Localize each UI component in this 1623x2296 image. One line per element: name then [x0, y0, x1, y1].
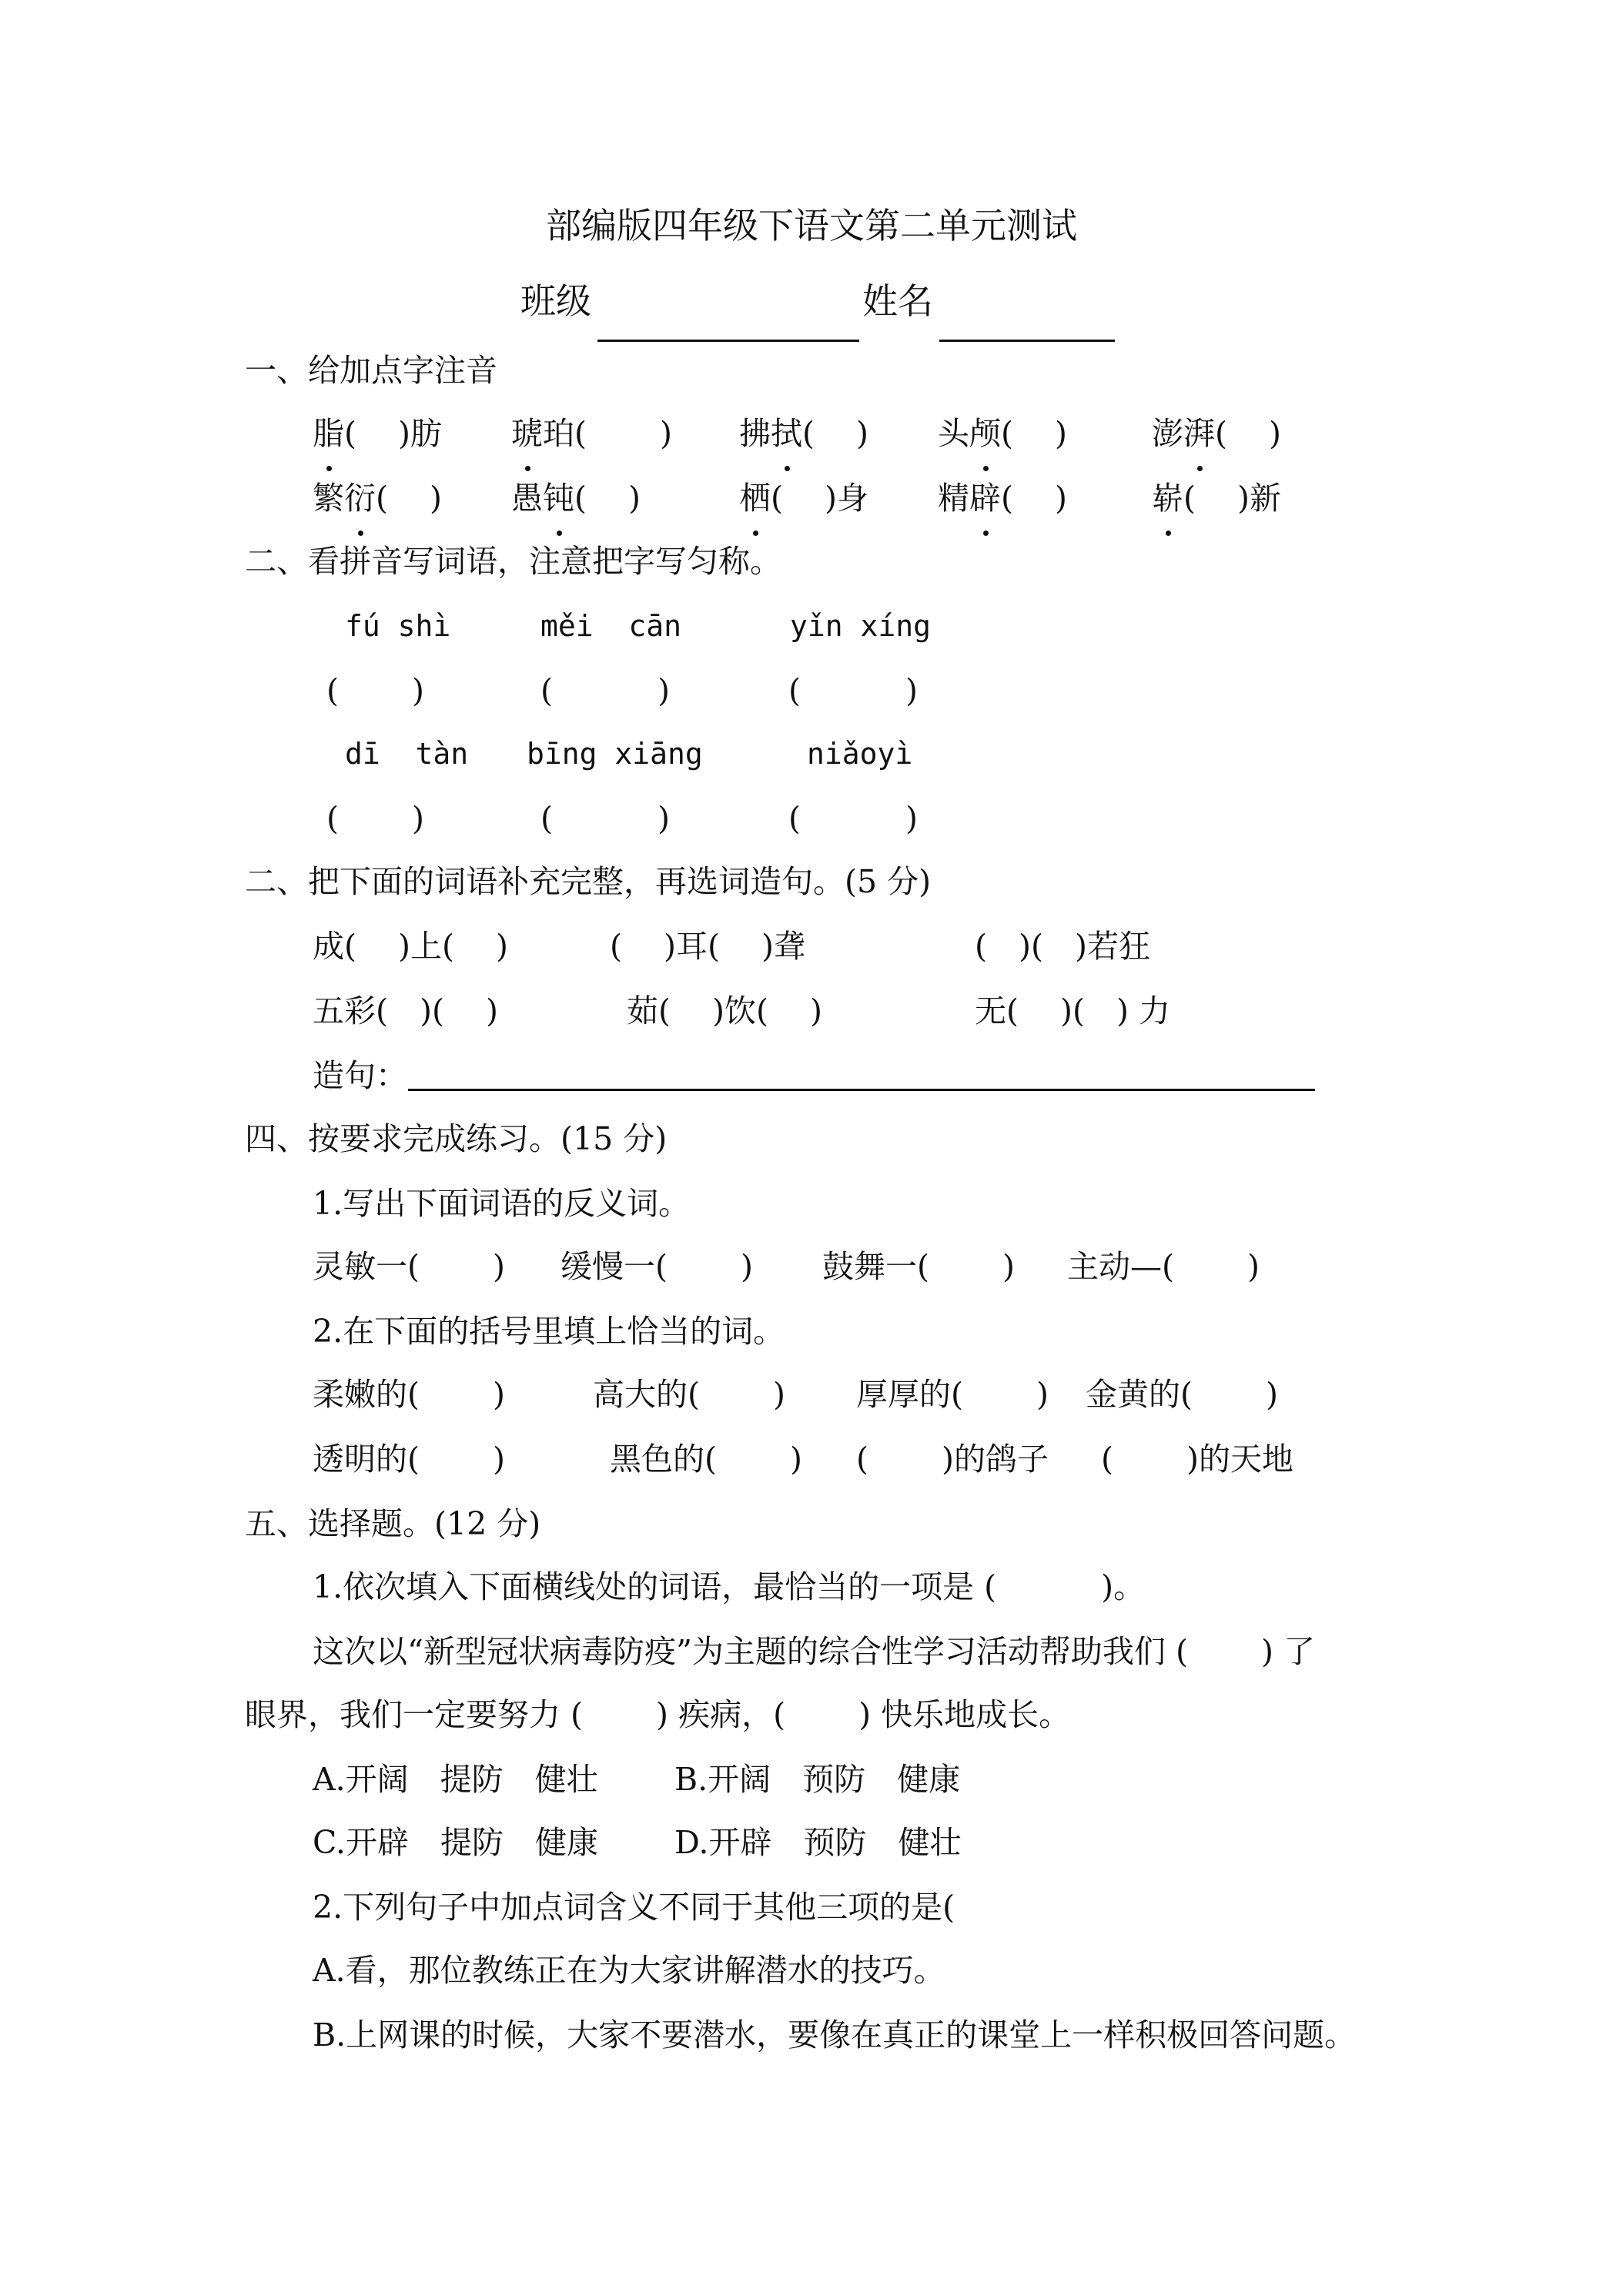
adj-item[interactable]: 柔嫩的( )	[313, 1376, 506, 1413]
pinyin: bīng xiāng	[527, 737, 703, 771]
dot-word: 琥珀( )	[511, 402, 672, 465]
adj-item[interactable]: ( )的天地	[1101, 1441, 1294, 1478]
antonym-item[interactable]: 缓慢一( )	[561, 1248, 754, 1285]
sentence-answer-line[interactable]	[408, 1089, 1315, 1091]
answer-blank[interactable]: ( )	[326, 800, 425, 837]
section5-q1-stem-line2: 眼界，我们一定要努力 ( ) 疾病，( ) 快乐地成长。	[245, 1696, 1071, 1733]
page-title: 部编版四年级下语文第二单元测试	[546, 205, 1077, 246]
adj-item[interactable]: 黑色的( )	[610, 1441, 803, 1478]
class-label: 班级	[520, 280, 591, 322]
adj-item[interactable]: 厚厚的( )	[856, 1376, 1049, 1413]
option-d[interactable]: D.开辟 预防 健壮	[674, 1824, 962, 1861]
dot-word: 头颅( )	[938, 402, 1067, 465]
dotted-char: 崭	[1152, 467, 1183, 530]
dotted-char: 脂	[313, 402, 344, 465]
option-b[interactable]: B.开阔 预防 健康	[674, 1761, 961, 1798]
idiom-fill[interactable]: 五彩( )( )	[313, 992, 499, 1029]
answer-blank[interactable]: ( )	[326, 672, 425, 709]
idiom-fill[interactable]: 成( )上( )	[313, 928, 509, 965]
adj-item[interactable]: 金黄的( )	[1086, 1376, 1279, 1413]
idiom-fill[interactable]: ( )( )若狂	[975, 928, 1150, 965]
section5-heading: 五、选择题。(12 分)	[245, 1505, 541, 1542]
antonym-item[interactable]: 主动—( )	[1067, 1248, 1260, 1285]
section3-heading: 二、把下面的词语补充完整，再选词造句。(5 分)	[245, 863, 932, 900]
pinyin: fú shì	[345, 609, 451, 643]
idiom-fill[interactable]: 茹( )饮( )	[627, 992, 823, 1029]
pinyin: niǎoyì	[807, 737, 913, 771]
class-blank[interactable]	[594, 279, 859, 342]
dotted-char: 湃	[1183, 402, 1215, 465]
pinyin: yǐn xíng	[790, 609, 932, 643]
answer-blank[interactable]: ( )	[788, 672, 919, 709]
section4-q1: 1.写出下面词语的反义词。	[313, 1185, 691, 1222]
adj-item[interactable]: ( )的鸽子	[856, 1441, 1049, 1478]
dotted-char: 辟	[969, 467, 1001, 530]
dot-word: 澎湃( )	[1152, 402, 1281, 465]
idiom-fill[interactable]: ( )耳( )聋	[610, 928, 806, 965]
section5-q2-option-a[interactable]: A.看，那位教练正在为大家讲解潜水的技巧。	[313, 1952, 945, 1989]
sentence-label: 造句：	[313, 1057, 407, 1094]
section4-heading: 四、按要求完成练习。(15 分)	[245, 1120, 668, 1157]
dot-word: 拂拭( )	[739, 402, 868, 465]
dot-word: 精辟( )	[938, 467, 1067, 530]
pinyin: měi cān	[540, 609, 682, 643]
name-label: 姓名	[862, 280, 933, 322]
dotted-char: 拭	[771, 402, 802, 465]
dotted-char: 栖	[739, 467, 771, 530]
pinyin: dī tàn	[345, 737, 469, 771]
section5-q1: 1.依次填入下面横线处的词语，最恰当的一项是 ( )。	[313, 1568, 1146, 1605]
antonym-item[interactable]: 灵敏一( )	[313, 1248, 506, 1285]
answer-blank[interactable]: ( )	[540, 672, 671, 709]
section2-heading: 二、看拼音写词语，注意把字写匀称。	[245, 543, 781, 580]
section1-heading: 一、给加点字注音	[245, 352, 497, 389]
dotted-char: 衍	[344, 467, 376, 530]
section5-q2-option-b[interactable]: B.上网课的时候，大家不要潜水，要像在真正的课堂上一样积极回答问题。	[313, 2017, 1357, 2053]
adj-item[interactable]: 高大的( )	[593, 1376, 786, 1413]
option-c[interactable]: C.开辟 提防 健康	[313, 1824, 598, 1861]
dotted-char: 琥	[511, 402, 543, 465]
section5-q1-stem-line1: 这次以“新型冠状病毒防疫”为主题的综合性学习活动帮助我们 ( ) 了	[313, 1633, 1316, 1670]
dotted-char: 钝	[543, 467, 574, 530]
section5-q2: 2.下列句子中加点词含义不同于其他三项的是(	[313, 1889, 955, 1926]
dot-word: 崭( )新	[1152, 467, 1281, 530]
answer-blank[interactable]: ( )	[788, 800, 919, 837]
dot-word: 栖( )身	[739, 467, 868, 530]
option-a[interactable]: A.开阔 提防 健壮	[313, 1761, 598, 1798]
dot-word: 愚钝( )	[511, 467, 641, 530]
dot-word: 脂( )肪	[313, 402, 442, 465]
dotted-char: 颅	[969, 402, 1001, 465]
antonym-item[interactable]: 鼓舞一( )	[822, 1248, 1016, 1285]
name-blank[interactable]	[936, 279, 1115, 342]
idiom-fill[interactable]: 无( )( ) 力	[975, 992, 1171, 1029]
answer-blank[interactable]: ( )	[540, 800, 671, 837]
section4-q2: 2.在下面的括号里填上恰当的词。	[313, 1313, 785, 1350]
adj-item[interactable]: 透明的( )	[313, 1441, 506, 1478]
dot-word: 繁衍( )	[313, 467, 442, 530]
